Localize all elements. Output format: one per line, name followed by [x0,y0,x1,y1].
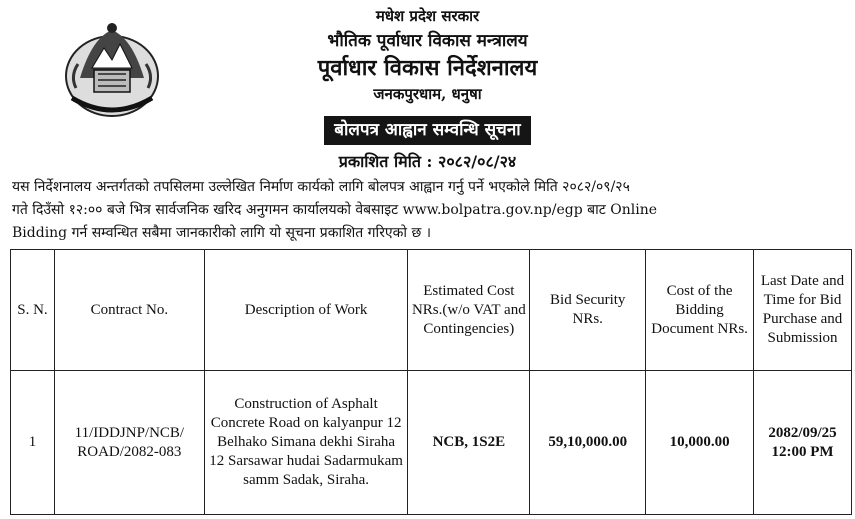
col-header-bid-security: Bid Security NRs. [530,250,646,371]
cell-estimated-cost: NCB, 1S2E [408,371,530,515]
notice-paragraph-line-1: यस निर्देशनालय अन्तर्गतको तपसिलमा उल्लेखित निर्माण कार्यको लागि बोलपत्र आह्वान गर्नु पर्ने भएकोले मिति २०८२/०९/२५ [12,179,630,195]
notice-paragraph-line-3: Bidding गर्न सम्वन्धित सबैमा जानकारीको लागि यो सूचना प्रकाशित गरिएको छ । [12,225,432,241]
published-date: प्रकाशित मिति : २०८२/०८/२४ [338,152,517,171]
table-row [11,371,852,515]
directorate-title: पूर्वाधार विकास निर्देशनालय [317,55,538,81]
cell-last-date: 2082/09/25 12:00 PM [754,371,852,515]
col-header-description: Description of Work [204,250,408,371]
cell-sn: 1 [11,371,55,515]
province-government-title: मधेश प्रदेश सरकार [375,7,480,25]
cell-document-cost: 10,000.00 [646,371,754,515]
notice-paragraph-line-2: गते दिउँसो १२:०० बजे भित्र सार्वजनिक खरिद अनुगमन कार्यालयको वेबसाइट www.bolpatra.gov.np/egp बाट Online [12,202,658,218]
col-header-estimated-cost: Estimated Cost NRs.(w/o VAT and Contingencies) [408,250,530,371]
tender-table [10,249,852,515]
table-header-row [11,250,852,371]
col-header-contract-no: Contract No. [54,250,204,371]
cell-description: Construction of Asphalt Concrete Road on kalyanpur 12 Belhako Simana dekhi Siraha 12 Sarsawar hudai Sadarmukam samm Sadak, Siraha. [204,371,408,515]
notice-banner: बोलपत्र आह्वान सम्वन्धि सूचना [324,116,530,145]
ministry-title: भौतिक पूर्वाधार विकास मन्त्रालय [327,31,528,51]
col-header-last-date: Last Date and Time for Bid Purchase and Submission [754,250,852,371]
cell-contract-no: 11/IDDJNP/NCB/ ROAD/2082-083 [54,371,204,515]
col-header-sn: S. N. [11,250,55,371]
col-header-document-cost: Cost of the Bidding Document NRs. [646,250,754,371]
location-line: जनकपुरधाम, धनुषा [373,85,482,103]
cell-bid-security: 59,10,000.00 [530,371,646,515]
